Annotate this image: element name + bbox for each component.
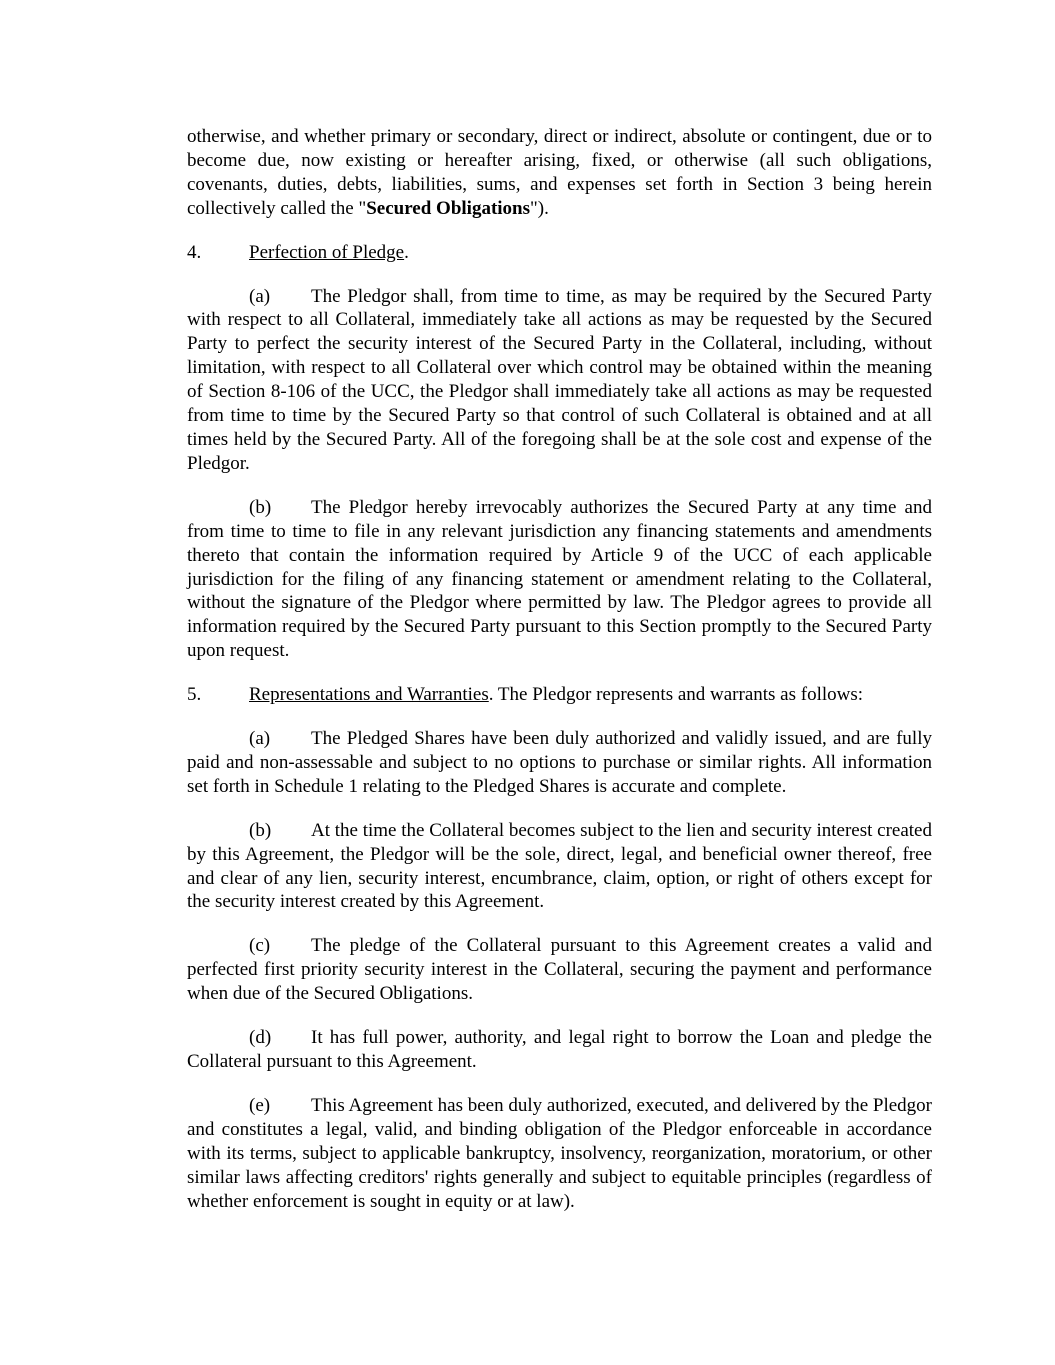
clause-label: (a)	[249, 285, 271, 307]
document-page	[187, 125, 932, 1233]
clause-label: (a)	[249, 728, 271, 750]
section-4b-paragraph	[187, 496, 932, 663]
clause-label: (b)	[249, 496, 272, 518]
section-title-end: .	[404, 241, 409, 263]
clause-text: The pledge of the Collateral pursuant to this Agreement creates a valid and perfected first priority security interest in the Collateral, securing the payment and performance when due of the Secured Obligations.	[187, 935, 932, 1005]
clause-text: It has full power, authority, and legal right to borrow the Loan and pledge the Collateral pursuant to this Agreement.	[187, 1027, 932, 1072]
section-title: Perfection of Pledge	[249, 241, 405, 263]
clause-text: The Pledged Shares have been duly authorized and validly issued, and are fully paid and non-assessable and subject to no options to purchase or similar rights. All information set forth in Schedule 1 relating to the Pledged Shares is accurate and complete.	[187, 728, 932, 797]
section-number: 5.	[187, 684, 202, 706]
section-5e-paragraph	[187, 1094, 932, 1214]
section-title-end: . The Pledgor represents and warrants as follows:	[488, 684, 864, 706]
defined-term-secured-obligations: Secured Obligations	[366, 197, 531, 219]
clause-text: This Agreement has been duly authorized, executed, and delivered by the Pledgor and constitutes a legal, valid, and binding obligation of the Pledgor enforceable in accordance with its terms, subject to applicable bankruptcy, insolvency, reorganization, moratorium, or other similar laws affecting creditors' rights generally and subject to equitable principles (regardless of whether enforcement is sought in equity or at law).	[187, 1094, 932, 1212]
intro-end: ").	[530, 197, 549, 219]
intro-paragraph	[187, 125, 932, 221]
clause-label: (d)	[249, 1027, 272, 1049]
clause-text: The Pledgor hereby irrevocably authorizes the Secured Party at any time and from time to time to file in any relevant jurisdiction any financing statements and amendments thereto that contain the information required by Article 9 of the UCC of each applicable jurisdiction for the filing of any financing statement or amendment relating to the Collateral, without the signature of the Pledgor where permitted by law. The Pledgor agrees to provide all information required by the Secured Party pursuant to this Section promptly to the Secured Party upon request.	[187, 496, 932, 662]
section-5a-paragraph	[187, 727, 932, 799]
clause-label: (e)	[249, 1094, 271, 1116]
section-4-heading	[187, 241, 932, 265]
clause-text: The Pledgor shall, from time to time, as may be required by the Secured Party with respect to all Collateral, immediately take all actions as may be requested by the Secured Party to perfect the security interest of the Secured Party in the Collateral, including, without limitation, with respect to all Collateral over which control may be obtained within the meaning of Section 8-106 of the UCC, the Pledgor shall immediately take all actions as may be requested from time to time by the Secured Party so that control of such Collateral is obtained and at all times held by the Secured Party. All of the foregoing shall be at the sole cost and expense of the Pledgor.	[187, 285, 932, 474]
section-5-heading	[187, 683, 932, 707]
section-number: 4.	[187, 241, 202, 263]
clause-label: (b)	[249, 819, 272, 841]
section-4a-paragraph	[187, 285, 932, 476]
section-5c-paragraph	[187, 934, 932, 1006]
clause-text: At the time the Collateral becomes subject to the lien and security interest created by this Agreement, the Pledgor will be the sole, direct, legal, and beneficial owner thereof, free and clear of any lien, security interest, encumbrance, claim, option, or right of others except for the security interest created by this Agreement.	[187, 819, 932, 913]
section-title: Representations and Warranties	[249, 684, 489, 706]
section-5d-paragraph	[187, 1026, 932, 1074]
clause-label: (c)	[249, 935, 271, 957]
section-5b-paragraph	[187, 819, 932, 915]
intro-text: otherwise, and whether primary or secondary, direct or indirect, absolute or contingent, due or to become due, now existing or hereafter arising, fixed, or otherwise (all such obligations, covenants, duties, debts, liabilities, sums, and expenses set forth in Section 3 being herein collectively called the "	[187, 126, 932, 219]
